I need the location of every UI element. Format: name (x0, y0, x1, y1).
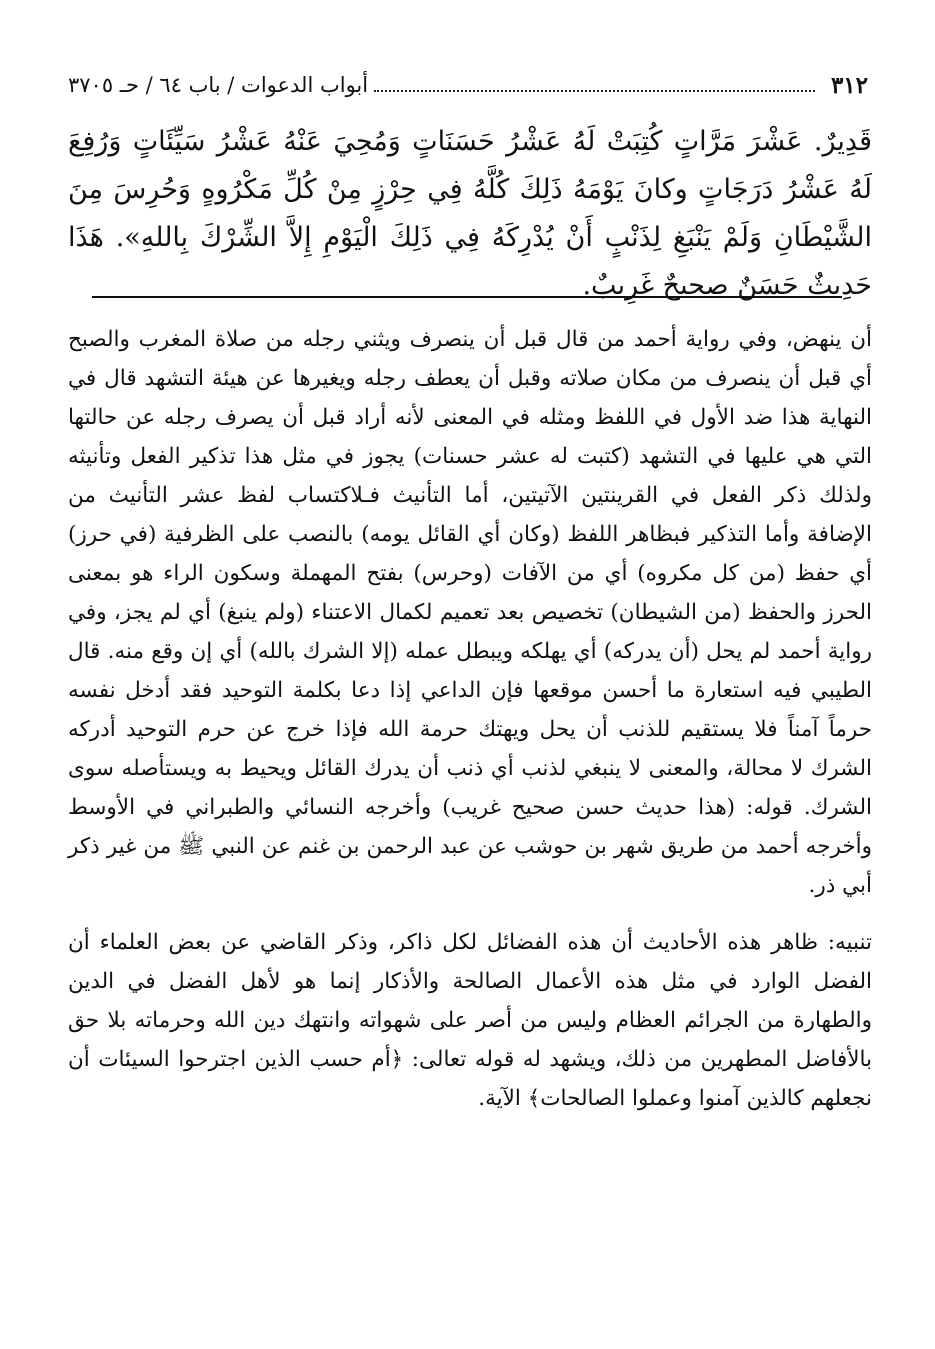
page-header (68, 68, 868, 102)
separator-rule (92, 296, 842, 298)
hadith-text: قَدِيرٌ. عَشْرَ مَرَّاتٍ كُتِبَتْ لَهُ عَشْرُ حَسَنَاتٍ وَمُحِيَ عَنْهُ عَشْرُ سَيِّئَاتٍ وَرُفِعَ لَهُ عَشْرُ دَرَجَاتٍ وكانَ يَوْمَهُ ذَلِكَ كُلَّهُ فِي حِرْزٍ مِنْ كُلِّ مَكْرُوهٍ وَحُرِسَ مِنَ الشَّيْطَانِ وَلَمْ يَنْبَغِ لِذَنْبٍ أَنْ يُدْرِكَهُ فِي ذَلِكَ الْيَوْمِ إِلاَّ الشِّرْكَ بِاللهِ». هَذَا حَدِيثٌ حَسَنٌ صحيحٌ غَرِيبٌ. (68, 126, 872, 301)
running-title: أبواب الدعوات / باب ٦٤ / حـ ٣٧٠٥ (68, 73, 369, 97)
header-dotted-leader (374, 90, 815, 92)
commentary-paragraph: أن ينهض، وفي رواية أحمد من قال قبل أن ينصرف ويثني رجله من صلاة المغرب والصبح أي قبل أن ينصرف من مكان صلاته وقبل أن يعطف رجله ويغيرها عن هيئة التشهد قال في النهاية هذا ضد الأول في اللفظ ومثله في المعنى لأنه أراد قبل أن يصرف رجله عن حالتها التي هي عليها في التشهد (كتبت له عشر حسنات) يجوز في مثل هذا تذكير الفعل وتأنيثه ولذلك ذكر الفعل في القرينتين الآتيتين، أما التأنيث فـلاكتساب لفظ عشر التأنيث من الإضافة وأما التذكير فبظاهر اللفظ (وكان أي القائل يومه) بالنصب على الظرفية (في حرز) أي حفظ (من كل مكروه) أي من الآفات (وحرس) بفتح المهملة وسكون الراء هو بمعنى الحرز والحفظ (من الشيطان) تخصيص بعد تعميم لكمال الاعتناء (ولم ينبغ) أي لم يجز، وفي رواية أحمد لم يحل (أن يدركه) أي يهلكه ويبطل عمله (إلا الشرك بالله) أي إن وقع منه. قال الطيبي فيه استعارة ما أحسن موقعها فإن الداعي إذا دعا بكلمة التوحيد فقد أدخل نفسه حرماً آمناً فلا يستقيم للذنب أن يحل ويهتك حرمة الله فإذا خرج عن حرم التوحيد أدركه الشرك لا محالة، والمعنى لا ينبغي لذنب أي ذنب أن يدرك القائل ويحيط به ويستأصله سوى الشرك. قوله: (هذا حديث حسن صحيح غريب) وأخرجه النسائي والطبراني في الأوسط وأخرجه أحمد من طريق شهر بن حوشب عن عبد الرحمن بن غنم عن النبي ﷺ من غير ذكر أبي ذر. (68, 327, 872, 898)
commentary (68, 320, 872, 1118)
note-paragraph: تنبيه: ظاهر هذه الأحاديث أن هذه الفضائل لكل ذاكر، وذكر القاضي عن بعض العلماء أن الفضل الوارد في مثل هذه الأعمال الصالحة والأذكار إنما هو لأهل الفضل في الدين والطهارة من الجرائم العظام وليس من أصر على شهواته وانتهك دين الله وحرماته بلا حق بالأفاضل المطهرين من ذلك، ويشهد له قوله تعالى: ﴿أم حسب الذين اجترحوا السيئات أن نجعلهم كالذين آمنوا وعملوا الصالحات﴾ الآية. (68, 930, 872, 1111)
page-number: ٣١٢ (830, 71, 868, 99)
